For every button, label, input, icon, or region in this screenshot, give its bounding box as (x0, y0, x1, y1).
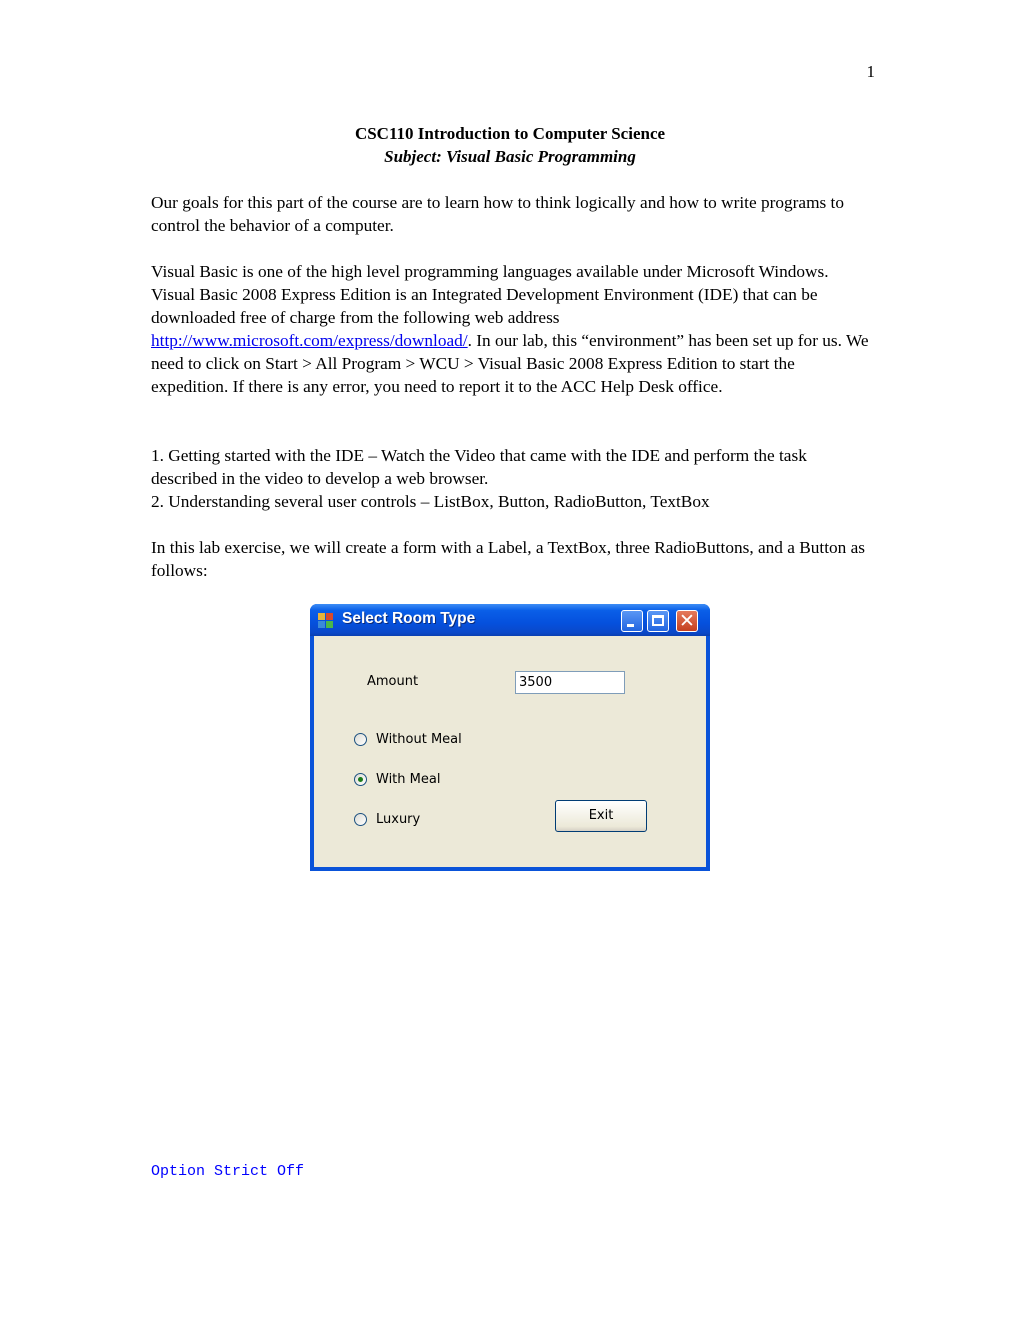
step-1: 1. Getting started with the IDE – Watch the Video that came with the IDE and perform the task described in the video to develop a web browser. (151, 446, 807, 488)
minimize-button[interactable] (621, 610, 643, 632)
form-client-area (314, 636, 706, 867)
step-2: 2. Understanding several user controls – ListBox, Button, RadioButton, TextBox (151, 492, 710, 511)
select-room-type-window (310, 604, 710, 871)
exercise-paragraph: In this lab exercise, we will create a form with a Label, a TextBox, three RadioButtons, and a Button as follows: (151, 538, 865, 580)
radio-unchecked-icon (354, 813, 367, 826)
vb-intro-text: Visual Basic is one of the high level programming languages available under Microsoft Windows. Visual Basic 2008 Express Edition is an Integrated Development Environment (IDE) that can be downloaded free of charge from the following web address (151, 262, 829, 327)
radio-with-meal-label: With Meal (376, 771, 441, 787)
maximize-button[interactable] (647, 610, 669, 632)
app-icon (318, 613, 334, 629)
radio-luxury[interactable] (354, 810, 420, 828)
radio-with-meal[interactable] (354, 770, 440, 788)
close-icon: ✕ (679, 610, 695, 632)
vb-intro-paragraph (151, 260, 873, 398)
goals-paragraph: Our goals for this part of the course are to learn how to think logically and how to write programs to control the behavior of a computer. (151, 193, 844, 235)
radio-without-meal[interactable] (354, 730, 462, 748)
maximize-icon (652, 615, 664, 626)
window-title: Select Room Type (342, 610, 476, 627)
radio-luxury-label: Luxury (376, 811, 421, 827)
minimize-icon (627, 624, 634, 627)
vb-intro-text-continued: . In our lab, this “environment” has been set up for us. We need to click on Start > All Program > WCU > Visual Basic 2008 Express Edition to start the expedition. If there is any error, you need to report it to the ACC Help Desk office. (151, 331, 869, 396)
amount-label: Amount (367, 674, 419, 689)
exit-button[interactable]: Exit (555, 800, 647, 832)
steps-list (151, 444, 873, 513)
close-button[interactable] (676, 610, 698, 632)
course-title: CSC110 Introduction to Computer Science (354, 124, 666, 143)
amount-textbox[interactable]: 3500 (515, 671, 625, 694)
subject-title: Subject: Visual Basic Programming (384, 147, 636, 166)
download-link[interactable]: http://www.microsoft.com/express/download/ (151, 331, 468, 350)
radio-unchecked-icon (354, 733, 367, 746)
document-title (0, 122, 1020, 168)
radio-without-meal-label: Without Meal (376, 731, 462, 747)
code-option-strict: Option Strict Off (151, 1163, 305, 1180)
page-number: 1 (866, 62, 875, 81)
window-titlebar[interactable] (310, 604, 710, 636)
radio-checked-icon (354, 773, 367, 786)
